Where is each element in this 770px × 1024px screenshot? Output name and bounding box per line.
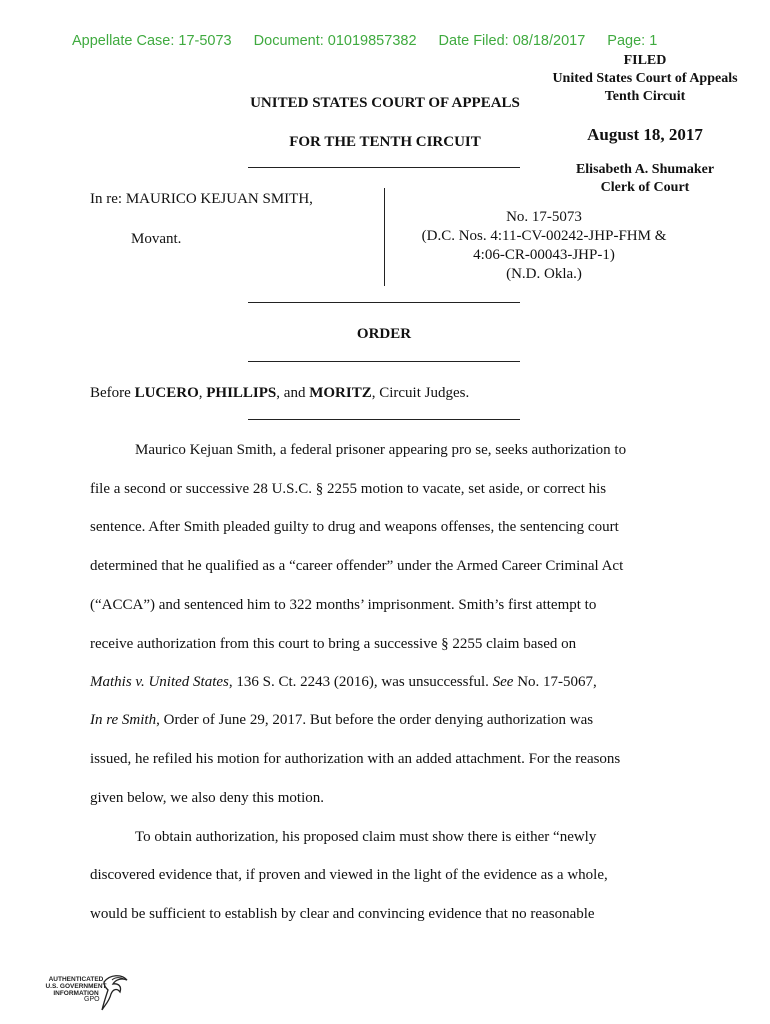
order-body [90, 0, 680, 1024]
body-line: given below, we also deny this motion. [90, 790, 324, 806]
body-line: (“ACCA”) and sentenced him to 322 months’ imprisonment. Smith’s first attempt to [90, 597, 597, 613]
body-line: discovered evidence that, if proven and viewed in the light of the evidence as a whole, [90, 867, 608, 883]
header-date-filed: Date Filed: 08/18/2017 [438, 33, 586, 49]
clerk-name: Elisabeth A. Shumaker [575, 162, 715, 177]
gpo-mark: GPO [84, 996, 100, 1003]
caption-in-re: In re: MAURICO KEJUAN SMITH, [90, 191, 313, 207]
gpo-line: INFORMATION [53, 990, 99, 997]
body-line: Maurico Kejuan Smith, a federal prisoner appearing pro se, seeks authorization to [135, 442, 627, 458]
caption-appeal-number: No. 17-5073 [506, 209, 582, 225]
body-line: would be sufficient to establish by clear and convincing evidence that no reasonable [90, 906, 595, 922]
body-line-in-re [90, 712, 593, 729]
header-case-number: Appellate Case: 17-5073 [72, 33, 232, 49]
gpo-logo-text [44, 976, 108, 997]
caption-dc-numbers-1: (D.C. Nos. 4:11-CV-00242-JHP-FHM & [421, 228, 667, 244]
filed-circuit: Tenth Circuit [604, 89, 686, 104]
header-page-number: Page: 1 [607, 33, 658, 49]
judge-name: LUCERO [134, 385, 199, 401]
case-citation: Mathis v. United States [90, 674, 229, 690]
gpo-line: AUTHENTICATED [48, 976, 104, 983]
citation-text: , 136 S. Ct. 2243 (2016), was unsuccessful. [228, 674, 493, 690]
panel-suffix: , Circuit Judges. [371, 385, 470, 401]
judge-name: PHILLIPS [206, 385, 277, 401]
filed-label: FILED [623, 53, 667, 68]
citation-text: , Order of June 29, 2017. But before the order denying authorization was [156, 712, 594, 728]
see-signal: See [492, 674, 514, 690]
caption-dc-numbers-2: 4:06-CR-00043-JHP-1) [473, 247, 615, 263]
eagle-icon [100, 972, 130, 1012]
caption-party-role: Movant. [131, 231, 182, 247]
clerk-title: Clerk of Court [600, 180, 690, 195]
body-line: file a second or successive 28 U.S.C. § 2255 motion to vacate, set aside, or correct his [90, 481, 607, 497]
citation-number: No. 17-5067, [513, 674, 597, 690]
filed-court-name: United States Court of Appeals [552, 71, 738, 86]
body-line: issued, he refiled his motion for authorization with an added attachment. For the reasons [90, 751, 621, 767]
case-citation: In re Smith [90, 712, 157, 728]
body-line: receive authorization from this court to bring a successive § 2255 claim based on [90, 636, 577, 652]
panel-prefix: Before [90, 385, 135, 401]
filed-date: August 18, 2017 [587, 125, 703, 144]
body-line: To obtain authorization, his proposed claim must show there is either “newly [135, 829, 597, 845]
body-line: sentence. After Smith pleaded guilty to drug and weapons offenses, the sentencing court [90, 519, 619, 535]
body-line-citation [90, 674, 597, 691]
court-title-line1: UNITED STATES COURT OF APPEALS [250, 95, 520, 111]
judge-name: MORITZ [309, 385, 372, 401]
caption-district: (N.D. Okla.) [506, 266, 582, 282]
body-line: determined that he qualified as a “career offender” under the Armed Career Criminal Act [90, 558, 624, 574]
gpo-authentication-logo [44, 972, 130, 1016]
separator: , [198, 385, 207, 401]
order-title: ORDER [356, 326, 412, 342]
gpo-line: U.S. GOVERNMENT [45, 983, 107, 990]
separator: , and [276, 385, 310, 401]
court-title-line2: FOR THE TENTH CIRCUIT [289, 134, 481, 150]
header-document-number: Document: 01019857382 [253, 33, 417, 49]
